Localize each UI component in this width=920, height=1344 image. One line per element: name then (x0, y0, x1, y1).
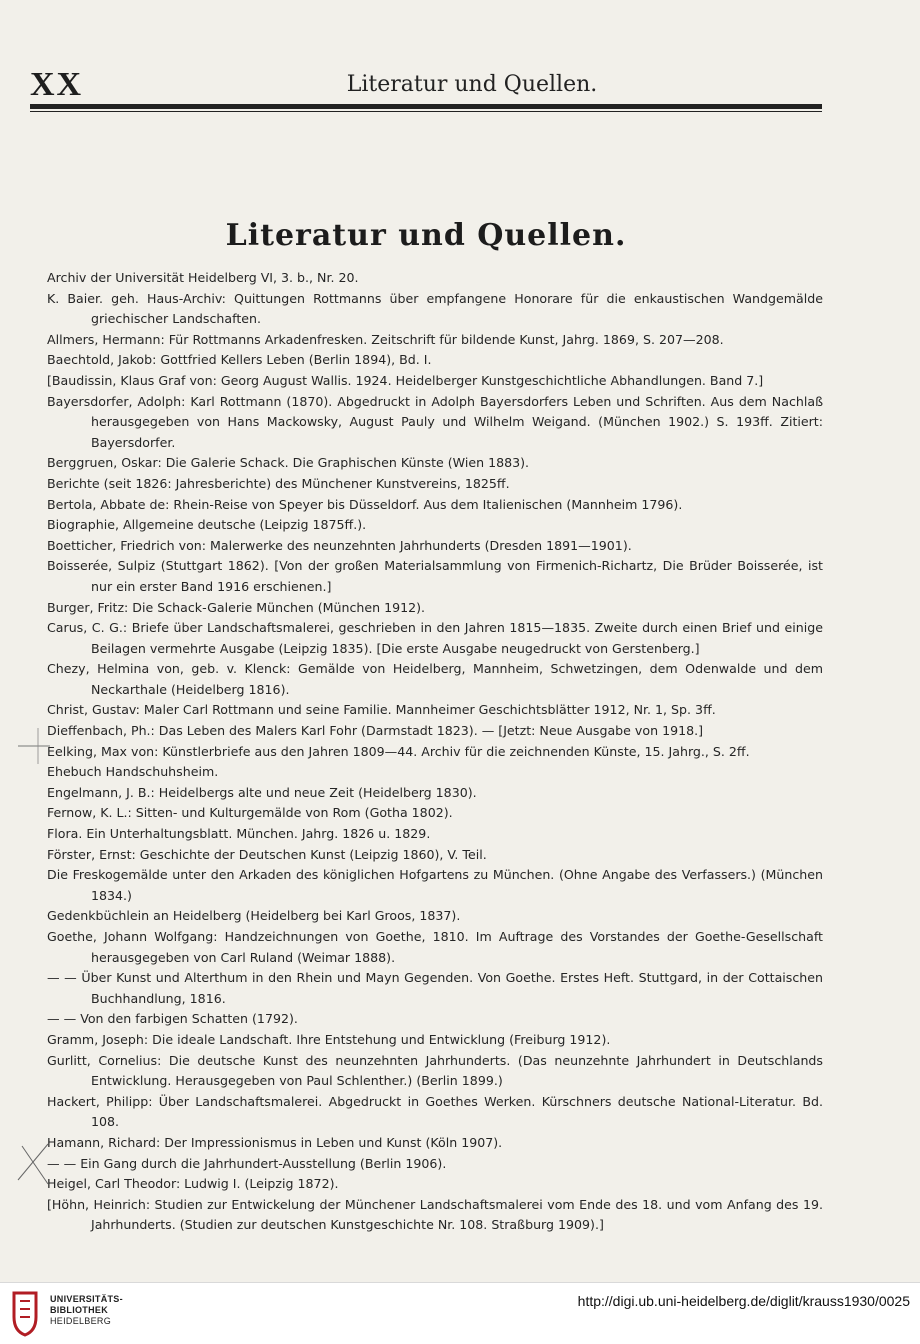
bibliography-entry: Baechtold, Jakob: Gottfried Kellers Leben (Berlin 1894), Bd. I. (47, 352, 432, 368)
bibliography-entry: Engelmann, J. B.: Heidelbergs alte und neue Zeit (Heidelberg 1830). (47, 784, 477, 800)
header-rule-thin (30, 111, 822, 112)
header-rule-thick (30, 104, 822, 109)
bibliography-list (47, 268, 823, 1236)
bibliography-entry: Flora. Ein Unterhaltungsblatt. München. Jahrg. 1826 u. 1829. (47, 826, 431, 842)
bibliography-entry: Allmers, Hermann: Für Rottmanns Arkadenfresken. Zeitschrift für bildende Kunst, Jahrg. 1869, S. 207—208. (47, 331, 724, 347)
library-name-line: UNIVERSITÄTS- (50, 1294, 123, 1304)
bibliography-entry: Die Freskogemälde unter den Arkaden des königlichen Hofgartens zu München. (Ohne Angabe des Verfassers.) (München 1834.) (47, 867, 823, 903)
bibliography-entry: Dieffenbach, Ph.: Das Leben des Malers Karl Fohr (Darmstadt 1823). — [Jetzt: Neue Ausgabe von 1918.] (47, 723, 704, 739)
running-title: Literatur und Quellen. (346, 72, 598, 97)
pencil-mark-icon (12, 726, 52, 766)
bibliography-entry: Christ, Gustav: Maler Carl Rottmann und seine Familie. Mannheimer Geschichtsblätter 1912, Nr. 1, Sp. 3ff. (47, 702, 716, 718)
bibliography-entry: Hamann, Richard: Der Impressionismus in Leben und Kunst (Köln 1907). (47, 1134, 503, 1150)
bibliography-entry: — — Von den farbigen Schatten (1792). (47, 1011, 298, 1027)
bibliography-entry: Fernow, K. L.: Sitten- und Kulturgemälde von Rom (Gotha 1802). (47, 805, 453, 821)
bibliography-entry: K. Baier. geh. Haus-Archiv: Quittungen Rottmanns über empfangene Honorare für die enkaustischen Wandgemälde griechischer Landschaften. (47, 290, 823, 327)
bibliography-entry: Burger, Fritz: Die Schack-Galerie München (München 1912). (47, 599, 426, 615)
bibliography-entry: — — Ein Gang durch die Jahrhundert-Ausstellung (Berlin 1906). (47, 1155, 447, 1171)
source-url-link[interactable]: http://digi.ub.uni-heidelberg.de/diglit/krauss1930/0025 (577, 1293, 910, 1309)
pencil-cross-icon (14, 1140, 54, 1188)
bibliography-entry: Boisserée, Sulpiz (Stuttgart 1862). [Von der großen Materialsammlung von Firmenich-Richartz, Die Brüder Boisserée, ist nur ein erster Band 1916 erschienen.] (47, 558, 823, 594)
bibliography-entry: Bayersdorfer, Adolph: Karl Rottmann (1870). Abgedruckt in Adolph Bayersdorfers Leben und Schriften. Aus dem Nachlaß herausgegeben von Hans Mackowsky, August Pauly und Wilhelm Weigand. (München 1902.) S. 193ff. Zitiert: Bayersdorfer. (47, 393, 823, 450)
bibliography-entry: Archiv der Universität Heidelberg VI, 3. b., Nr. 20. (47, 270, 359, 285)
bibliography-entry: Gedenkbüchlein an Heidelberg (Heidelberg bei Karl Groos, 1837). (47, 908, 461, 924)
page-title: Literatur und Quellen. (225, 218, 627, 253)
bibliography-entry: Förster, Ernst: Geschichte der Deutschen Kunst (Leipzig 1860), V. Teil. (47, 846, 487, 862)
bibliography-entry: Gramm, Joseph: Die ideale Landschaft. Ihre Entstehung und Entwicklung (Freiburg 1912). (47, 1031, 611, 1047)
bibliography-entry: Berichte (seit 1826: Jahresberichte) des Münchener Kunstvereins, 1825ff. (47, 475, 510, 491)
bibliography-entry: Ehebuch Handschuhsheim. (47, 764, 219, 780)
bibliography-entry: Bertola, Abbate de: Rhein-Reise von Speyer bis Düsseldorf. Aus dem Italienischen (Mannheim 1796). (47, 496, 683, 512)
page-number: XX (30, 66, 84, 103)
university-library-logo-icon (10, 1291, 40, 1337)
bibliography-entry: [Baudissin, Klaus Graf von: Georg August Wallis. 1924. Heidelberger Kunstgeschichtliche Abhandlungen. Band 7.] (47, 372, 764, 388)
bibliography-entry: Berggruen, Oskar: Die Galerie Schack. Die Graphischen Künste (Wien 1883). (47, 455, 530, 471)
library-name-line: HEIDELBERG (50, 1316, 112, 1326)
library-name-line: BIBLIOTHEK (50, 1305, 108, 1315)
footer-bar (0, 1282, 920, 1344)
bibliography-entry: Gurlitt, Cornelius: Die deutsche Kunst des neunzehnten Jahrhunderts. (Das neunzehnte Jahrhundert in Deutschlands Entwicklung. Herausgegeben von Paul Schlenther.) (Berlin 1899.) (47, 1052, 823, 1089)
bibliography-entry: Eelking, Max von: Künstlerbriefe aus den Jahren 1809—44. Archiv für die zeichnenden Künste, 15. Jahrg., S. 2ff. (47, 743, 750, 759)
library-name (50, 1294, 123, 1327)
bibliography-entry: [Höhn, Heinrich: Studien zur Entwickelung der Münchener Landschaftsmalerei vom Ende des 18. und vom Anfang des 19. Jahrhunderts. (Studien zur deutschen Kunstgeschichte Nr. 108. Straßburg 1909).] (47, 1196, 823, 1233)
bibliography-entry: Hackert, Philipp: Über Landschaftsmalerei. Abgedruckt in Goethes Werken. Kürschners deutsche National-Literatur. Bd. 108. (47, 1093, 823, 1130)
bibliography-entry: Chezy, Helmina von, geb. v. Klenck: Gemälde von Heidelberg, Mannheim, Schwetzingen, dem Odenwalde und dem Neckarthale (Heidelberg 1816). (47, 661, 823, 697)
bibliography-entry: — — Über Kunst und Alterthum in den Rhein und Mayn Gegenden. Von Goethe. Erstes Heft. Stuttgard, in der Cottaischen Buchhandlung, 1816. (47, 970, 823, 1006)
bibliography-entry: Biographie, Allgemeine deutsche (Leipzig 1875ff.). (47, 517, 367, 533)
bibliography-entry: Carus, C. G.: Briefe über Landschaftsmalerei, geschrieben in den Jahren 1815—1835. Zweite durch einen Brief und einige Beilagen vermehrte Ausgabe (Leipzig 1835). [Die erste Ausgabe neugedruckt von Gerstenberg.] (47, 620, 823, 656)
bibliography-entry: Heigel, Carl Theodor: Ludwig I. (Leipzig 1872). (47, 1176, 339, 1192)
bibliography-entry: Boetticher, Friedrich von: Malerwerke des neunzehnten Jahrhunderts (Dresden 1891—1901). (47, 537, 632, 553)
bibliography-entry: Goethe, Johann Wolfgang: Handzeichnungen von Goethe, 1810. Im Auftrage des Vorstandes der Goethe-Gesellschaft herausgegeben von Carl Ruland (Weimar 1888). (47, 929, 823, 965)
